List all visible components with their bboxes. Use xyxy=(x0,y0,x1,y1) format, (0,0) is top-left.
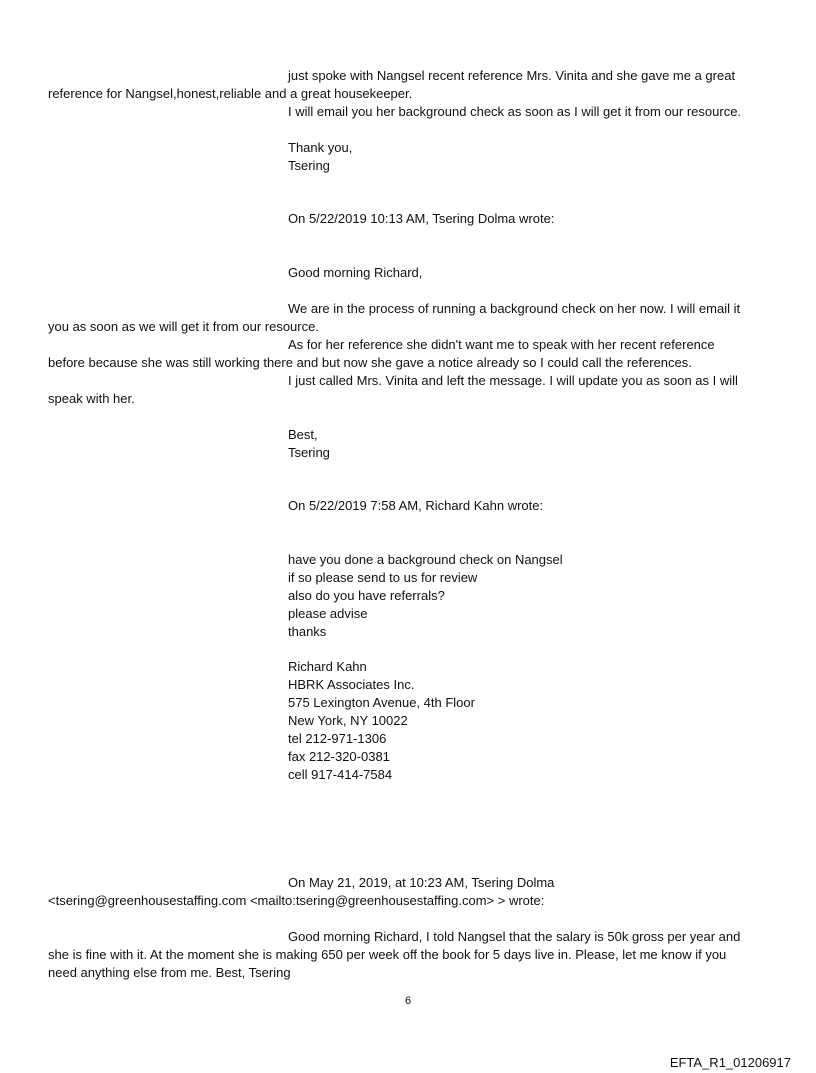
message2-p2-line1: As for her reference she didn't want me to speak with her recent reference xyxy=(288,337,715,352)
message2-greeting: Good morning Richard, xyxy=(288,265,423,280)
message2-p3-line2: speak with her. xyxy=(48,391,135,406)
signature-cell: cell 917-414-7584 xyxy=(288,767,393,782)
message3-line: please advise xyxy=(288,606,368,621)
message1-closing: Thank you, xyxy=(288,140,353,155)
reply-header-1: On 5/22/2019 10:13 AM, Tsering Dolma wrote: xyxy=(288,211,555,226)
signature-fax: fax 212-320-0381 xyxy=(288,749,390,764)
document-id: EFTA_R1_01206917 xyxy=(669,1055,791,1070)
message1-signature: Tsering xyxy=(288,158,330,173)
signature-address: 575 Lexington Avenue, 4th Floor xyxy=(288,695,475,710)
message4-line1: Good morning Richard, I told Nangsel that the salary is 50k gross per year and xyxy=(288,929,741,944)
reply-header-2: On 5/22/2019 7:58 AM, Richard Kahn wrote: xyxy=(288,498,544,513)
signature-tel: tel 212-971-1306 xyxy=(288,731,387,746)
message1-line1: just spoke with Nangsel recent reference Mrs. Vinita and she gave me a great xyxy=(288,68,736,83)
message3-line: if so please send to us for review xyxy=(288,570,478,585)
message2-p2-line2: before because she was still working there and but now she gave a notice already so I could call the references. xyxy=(48,355,692,370)
message4-line3: need anything else from me. Best, Tsering xyxy=(48,965,291,980)
message4-line2: she is fine with it. At the moment she is making 650 per week off the book for 5 days live in. Please, let me know if you xyxy=(48,947,727,962)
message1-line3: I will email you her background check as soon as I will get it from our resource. xyxy=(288,104,742,119)
message2-signature: Tsering xyxy=(288,445,330,460)
message3-line: also do you have referrals? xyxy=(288,588,445,603)
reply-header-3-line2: <tsering@greenhousestaffing.com <mailto:tsering@greenhousestaffing.com> > wrote: xyxy=(48,893,545,908)
message1-line2: reference for Nangsel,honest,reliable and a great housekeeper. xyxy=(48,86,413,101)
message2-p3-line1: I just called Mrs. Vinita and left the message. I will update you as soon as I will xyxy=(288,373,738,388)
message3-line: thanks xyxy=(288,624,327,639)
signature-name: Richard Kahn xyxy=(288,659,367,674)
message3-line: have you done a background check on Nangsel xyxy=(288,552,563,567)
message2-closing: Best, xyxy=(288,427,318,442)
message2-p1-line1: We are in the process of running a background check on her now. I will email it xyxy=(288,301,741,316)
signature-city: New York, NY 10022 xyxy=(288,713,408,728)
message2-p1-line2: you as soon as we will get it from our resource. xyxy=(48,319,319,334)
signature-company: HBRK Associates Inc. xyxy=(288,677,415,692)
reply-header-3-line1: On May 21, 2019, at 10:23 AM, Tsering Dolma xyxy=(288,875,555,890)
page-number: 6 xyxy=(404,995,412,1007)
